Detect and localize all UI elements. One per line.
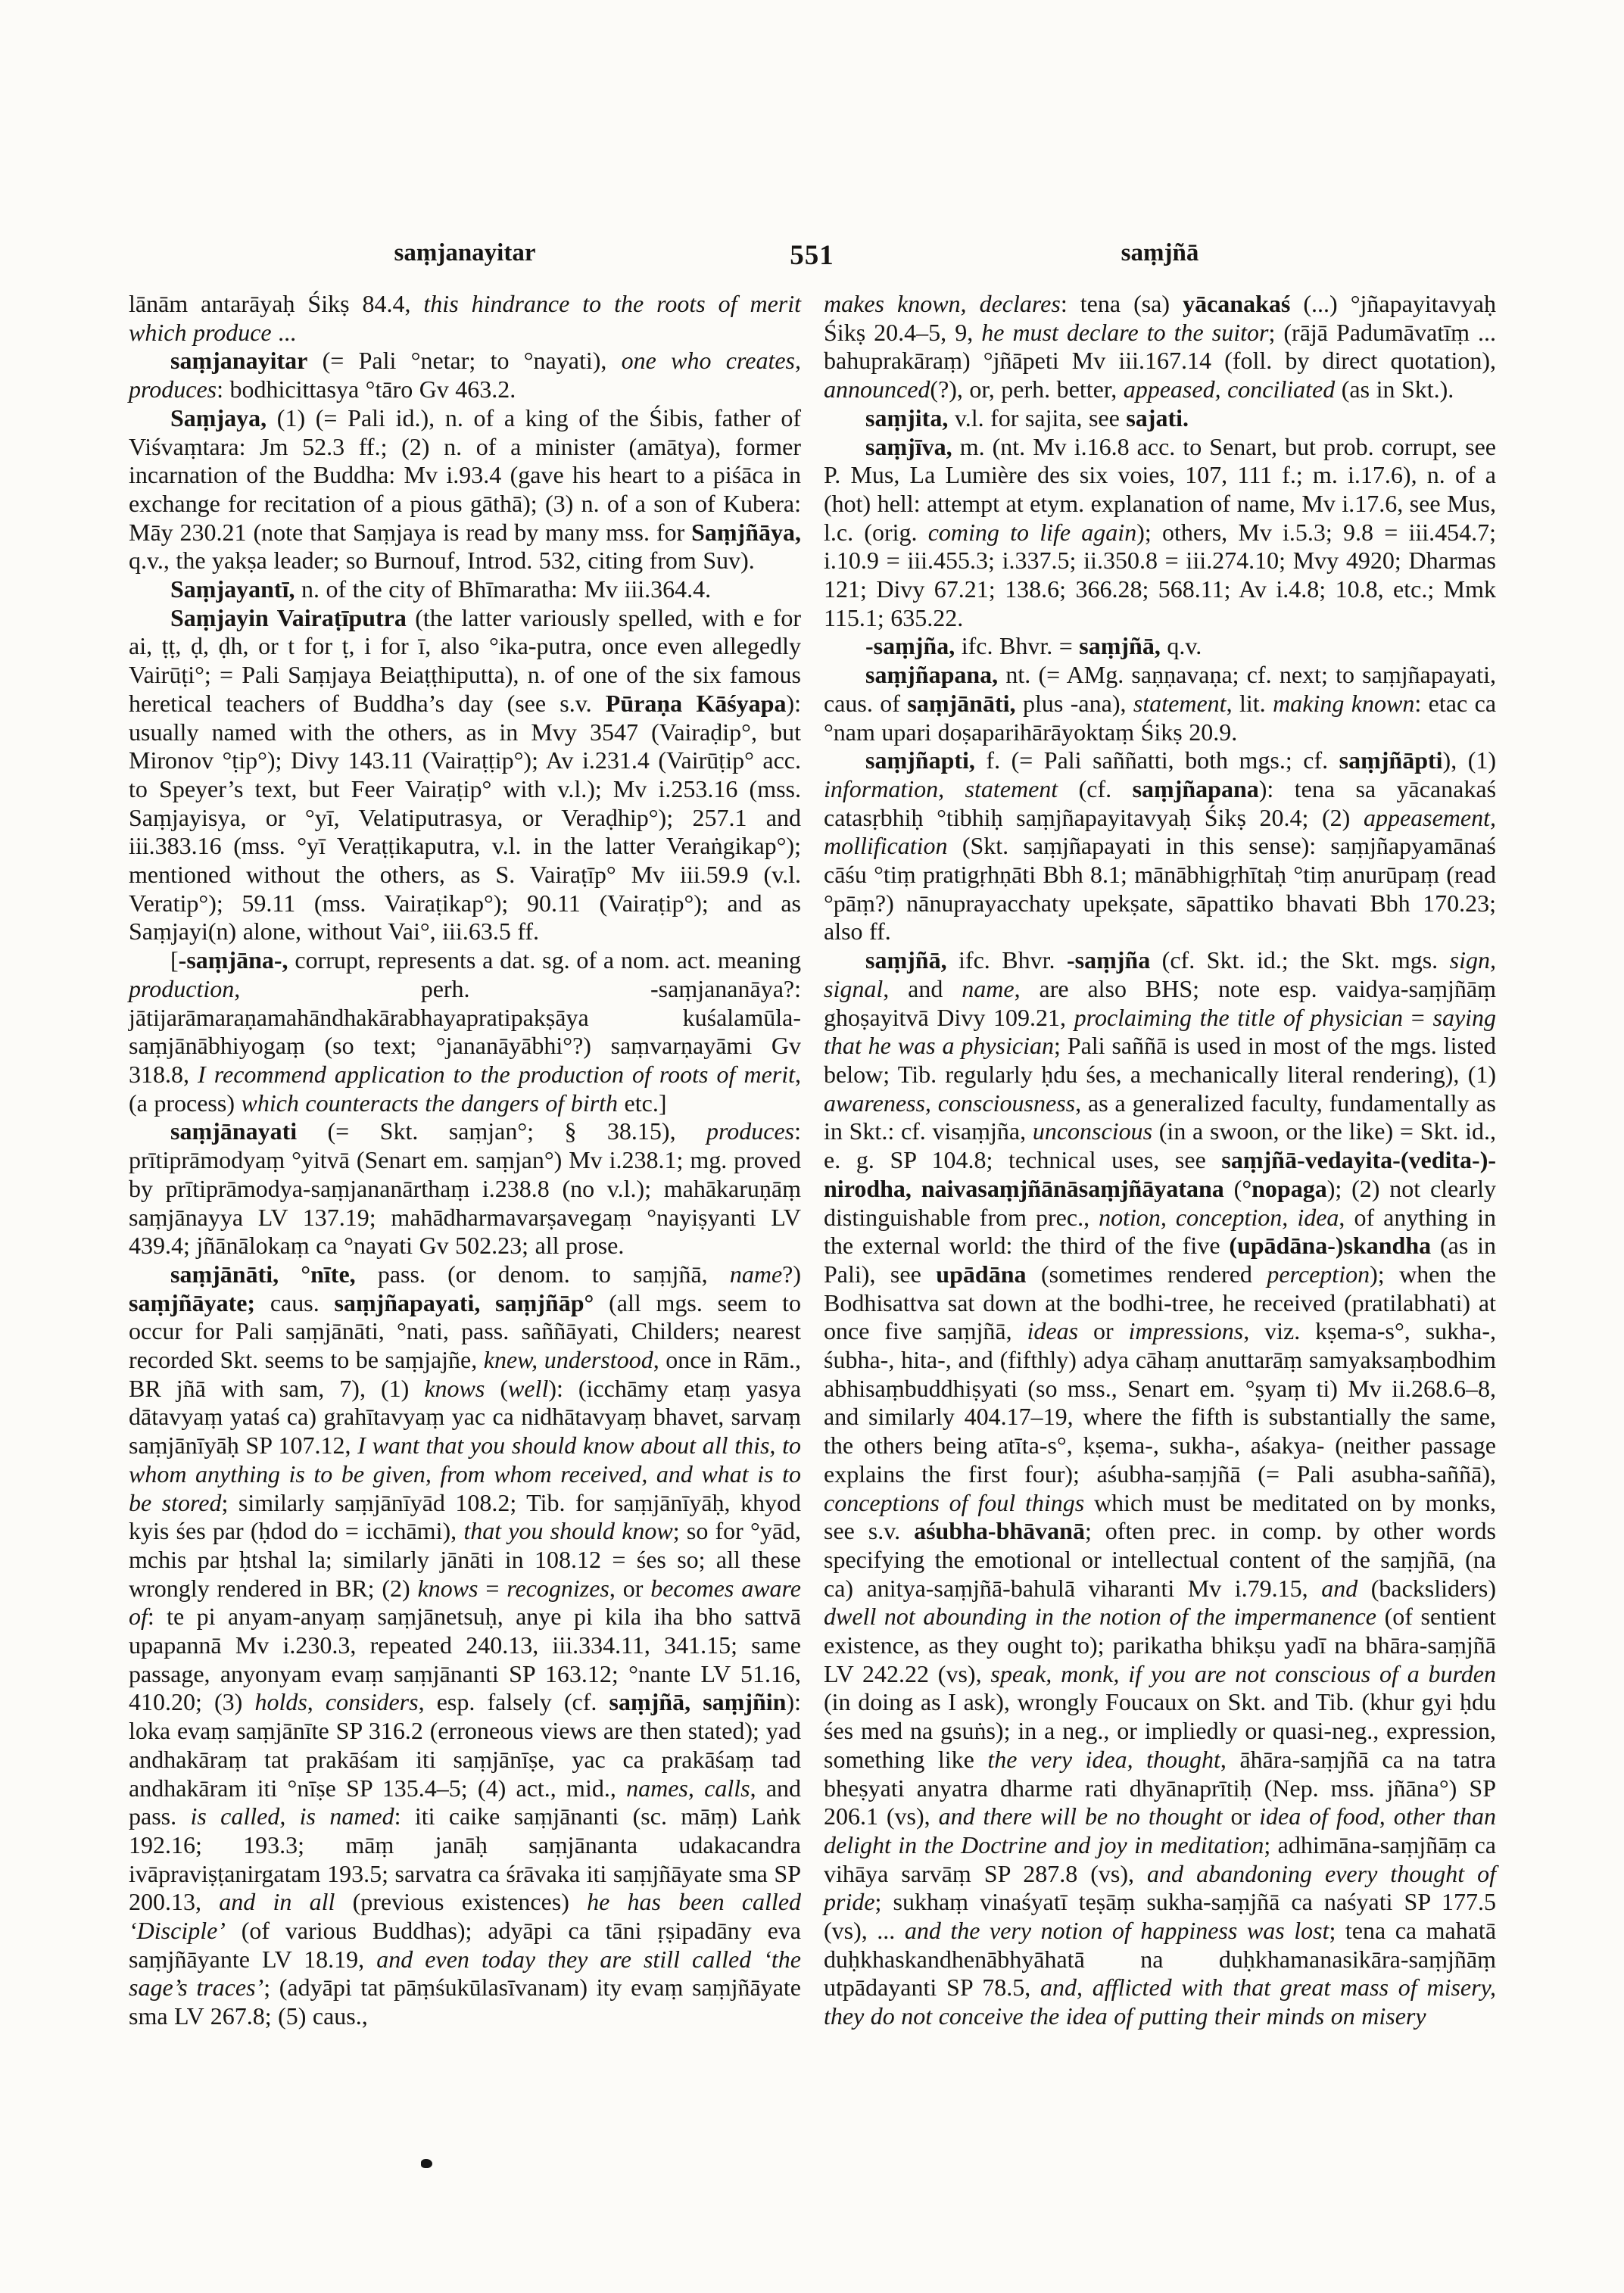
italic-text: makes known, declares [824, 290, 1061, 317]
dictionary-entry [824, 946, 1496, 2031]
plain-text: v.l. for sajita, see [948, 403, 1127, 431]
italic-text: and [1321, 1574, 1358, 1602]
plain-text: q.v., the yakṣa leader; so Burnouf, Introd. 532, citing from Suv). [129, 547, 755, 575]
plain-text: ( [1223, 1174, 1242, 1202]
italic-text: saying that he was a physician [824, 1003, 1497, 1060]
italic-text: becomes aware of [129, 1574, 801, 1631]
bold-text: saṃjñāyate; [129, 1288, 256, 1316]
plain-text: ): usually named with the others, as in Mvy 3547 (Vairaḍip°, but Mironov °ṭip°); Divy 143.11 (Vairaṭṭip°); Av i.231.4 (Vairūṭip° acc. to Speyer’s text, but Feer Vairaṭip° with v.l.); Mv i.253.16 (mss. Saṃjayisya, or °yī, Velatiputrasya, or Veraḍhip°); 257.1 and iii.383.16 (mss. °yī Veraṭṭikaputra, v.l. in the latter Veraṅgikap°); mentioned without the others, as S. Vairaṭīp° Mv iii.59.9 (v.l. Veratip°); 59.11 (mss. Vairaṭikap°); 90.11 (Vairaṭip°); and as Saṃjayi(n) alone, without Vai°, iii.63.5 ff. [129, 689, 801, 946]
plain-text: (all mgs. seem to occur for Pali saṃjānāti, °nati, pass. saññāyati, Childers; nearest recorded Skt. seems to be saṃjajñe, [129, 1288, 802, 1374]
italic-text: he has been called ‘Disciple’ [129, 1888, 802, 1945]
plain-text: (as in Pali), see [824, 1232, 1496, 1288]
plain-text: etc.] [618, 1089, 667, 1117]
bold-text: saṃjānāti, °nīte, [170, 1260, 356, 1288]
plain-text: which must be meditated on by monks, see s.v. [824, 1488, 1497, 1545]
plain-text: (in doing as I ask), wrongly Foucaux on Skt. and Tib. (khur gyi ḥdu śes med na gsuṅs); in a neg., or impliedly or quasi-neg., expression, something like [824, 1688, 1496, 1773]
bold-text: Saṃjaya, [170, 403, 267, 431]
italic-text: appeasement, mollification [824, 803, 1496, 860]
plain-text: ): loka evaṃ saṃjānīte SP 316.2 (erroneous views are then stated); yad andhakāraṃ tat prakāśam iti saṃjānīṣe, yac ca prakāśaṃ tad andhakāram iti °nīṣe SP 135.4–5; (4) act., mid., [129, 1688, 802, 1802]
italic-text: I want that you should know about all this, to whom anything is to be given, from whom received, and what is to be stored [129, 1432, 802, 1516]
plain-text: , and [883, 974, 962, 1002]
italic-text: the very idea, thought [987, 1745, 1220, 1773]
plain-text: ?) [782, 1260, 802, 1288]
italic-text: knows [417, 1574, 478, 1602]
plain-text: : bodhicittasya °tāro Gv 463.2. [217, 375, 516, 403]
plain-text: , and pass. [129, 1774, 802, 1830]
plain-text: or [1078, 1317, 1129, 1345]
italic-text: well [508, 1374, 549, 1402]
bold-text: saṃjānāti, [907, 689, 1016, 717]
italic-text: sign, signal [824, 946, 1497, 1002]
italic-text: speak, monk, if you are not conscious of a burden [990, 1659, 1497, 1687]
bold-text: saṃjita, [865, 403, 949, 431]
plain-text: or [1222, 1802, 1260, 1830]
italic-text: is called, is named [190, 1802, 394, 1830]
plain-text: , lit. [1226, 689, 1273, 717]
plain-text: ); when the Bodhisattva sat down at the bodhi-tree, he received (pratilabhati) at once five saṃjñā, [824, 1260, 1497, 1345]
plain-text: ifc. Bhvr. = [955, 632, 1080, 660]
plain-text: ... [271, 318, 297, 346]
dictionary-entry [824, 433, 1496, 633]
bold-text: saṃjñapana, [865, 661, 999, 689]
bold-text: saṃjñapana [1132, 774, 1259, 802]
plain-text: ), (1) [1442, 746, 1497, 774]
plain-text: (Skt. saṃjñapayati in this sense): saṃjñapyamānaś cāśu °tiṃ pratigṛhṇāti Bbh 8.1; mānābhigṛhītaḥ °tiṃ anurūpaṃ (read °pāṃ?) nānuprayacchaty upekṣate, sāpattiko bhavati Bbh 170.23; also ff. [824, 832, 1496, 946]
italic-text: and in all [219, 1888, 335, 1916]
italic-text: idea of food, other than delight in the Doctrine and joy in meditation [824, 1802, 1497, 1858]
dictionary-entry [129, 347, 801, 403]
plain-text: , or [609, 1574, 651, 1602]
italic-text: notion, conception, idea [1099, 1203, 1339, 1231]
dictionary-entry [824, 746, 1496, 946]
italic-text: name [729, 1260, 783, 1288]
bold-text: saṃjīva, [865, 432, 952, 460]
plain-text: caus. [255, 1288, 335, 1316]
plain-text: = [1403, 1003, 1433, 1031]
dictionary-entry [129, 1260, 801, 2031]
plain-text: ( [485, 1374, 508, 1402]
italic-text: coming to life again [927, 518, 1137, 546]
italic-text: name [962, 974, 1015, 1002]
dictionary-entry [129, 404, 801, 575]
italic-text: information, statement [824, 774, 1058, 802]
italic-text: recognizes [507, 1574, 609, 1602]
plain-text: nt. (= AMg. saṇṇavaṇa; cf. next; to saṃjñapayati, caus. of [824, 661, 1496, 717]
bold-text: saṃjñāpti [1339, 746, 1443, 774]
plain-text: (of sentient existence, as they ought to); parikatha bhikṣu yadī na bhāra-saṃjñā LV 242.22 (vs), [824, 1603, 1497, 1687]
italic-text: I recommend application to the production of roots of merit [198, 1060, 795, 1088]
plain-text: : tena (sa) [1060, 290, 1183, 317]
plain-text: (...) °jñapayitavyaḥ Śikṣ 20.4–5, 9, [824, 290, 1497, 346]
plain-text: , esp. falsely (cf. [418, 1688, 609, 1716]
italic-text: names, calls [626, 1774, 750, 1802]
plain-text: ; (rājā Padumāvatīṃ ... bahuprakāraṃ) °jñāpeti Mv iii.167.14 (foll. by direct quotation), [824, 318, 1497, 375]
plain-text: ; sukhaṃ vinaśyatī teṣāṃ sukha-saṃjñā ca naśyati SP 177.5 (vs), ... [824, 1888, 1496, 1945]
bold-text: saṃjñapayati, saṃjñāp° [334, 1288, 594, 1316]
bold-text: aśubha-bhāvanā [914, 1517, 1085, 1545]
plain-text: , āhāra-saṃjñā ca na tatra bheṣyati anyatra dharme rati dhyānaprītiḥ (Nep. mss. jñāna°) SP 206.1 (vs), [824, 1745, 1496, 1830]
plain-text: : etac ca °nam upari doṣaparihārāyoktaṃ Śikṣ 20.9. [824, 689, 1497, 746]
plain-text: ; adhimāna-saṃjñāṃ ca vihāya sarvāṃ SP 287.8 (vs), [824, 1830, 1496, 1887]
plain-text: (in a swoon, or the like) = Skt. id., e. g. SP 104.8; technical uses, see [824, 1117, 1497, 1174]
italic-text: making known [1273, 689, 1415, 717]
italic-text: conceptions of foul things [824, 1488, 1085, 1516]
bold-text: -saṃjña, [865, 632, 955, 660]
dictionary-entry [824, 632, 1496, 661]
dictionary-entry [129, 946, 801, 1117]
right-column [824, 290, 1496, 2031]
italic-text: considers [325, 1688, 419, 1716]
plain-text: (1) (= Pali id.), n. of a king of the Śibis, father of Viśvaṃtara: Jm 52.3 ff.; (2) n. of a minister (amātya), former incarnation of the Buddha: Mv i.93.4 (gave his heart to a piśāca in exchange for recitation of a pious gāthā); (3) n. of a son of Kubera: Māy 230.21 (note that Saṃjaya is read by many mss. for [129, 403, 801, 546]
plain-text: , perh. -saṃjananāya?: jātijarāmaraṇamahāndhakārabhayapratipakṣāya kuśalamūla-saṃjānābhiyogaṃ (so text; °jananāyābhi°?) saṃvarṇayāmi Gv 318.8, [129, 974, 801, 1088]
plain-text: ; often prec. in comp. by other words specifying the emotional or intellectual content of the saṃjñā, (na ca) anitya-saṃjñā-bahulā viharanti Mv i.79.15, [824, 1517, 1497, 1602]
bold-text: Saṃjayin Vairaṭīputra [170, 603, 407, 631]
italic-text: and the very notion of happiness was lost [904, 1917, 1329, 1945]
plain-text: (previous existences) [335, 1888, 588, 1916]
plain-text: ; (adyāpi tat pāṃśukūlasīvanam) ity evaṃ saṃjñāyate sma LV 267.8; (5) caus., [129, 1974, 802, 2030]
italic-text: appeased, conciliated [1123, 375, 1336, 403]
plain-text: corrupt, represents a dat. sg. of a nom. act. meaning [288, 946, 801, 974]
plain-text: q.v. [1160, 632, 1202, 660]
ink-blot [421, 2159, 432, 2168]
plain-text: lānām antarāyaḥ Śikṣ 84.4, [129, 290, 424, 317]
italic-text: that you should know [463, 1517, 673, 1545]
plain-text: ); (2) not clearly distinguishable from prec., [824, 1174, 1497, 1231]
italic-text: proclaiming the title of physician [1074, 1003, 1404, 1031]
bold-text: -saṃjña [1066, 946, 1151, 974]
dictionary-entry [129, 1117, 801, 1260]
plain-text: ): (icchāmy etaṃ yasya dātavyaṃ yataś ca) grahītavyaṃ yac ca nidhātavyaṃ bhavet, sarvaṃ saṃjānīyāḥ SP 107.12, [129, 1374, 802, 1460]
dictionary-entry [129, 604, 801, 946]
plain-text: (= Skt. saṃjan°; § 38.15), [297, 1117, 706, 1145]
italic-text: and, afflicted with that great mass of misery, they do not conceive the idea of putting their minds on misery [824, 1974, 1497, 2030]
dictionary-entry [129, 290, 801, 347]
italic-text: impressions [1128, 1317, 1244, 1345]
bold-text: saṃjñā, [1079, 632, 1161, 660]
plain-text: , as a generalized faculty, fundamentally as in Skt.: cf. visaṃjña, [824, 1089, 1497, 1145]
italic-text: this hindrance to the roots of merit which produce [129, 290, 801, 346]
plain-text: ; tena ca mahatā duḥkhaskandhenābhyāhatā na duḥkhamanasikāra-saṃjñāṃ utpādayanti SP 78.5, [824, 1917, 1497, 2002]
plain-text: , of anything in the external world: the third of the five [824, 1203, 1497, 1260]
running-head-right-headword: saṃjñā [1121, 239, 1199, 266]
bold-text: °nopaga [1242, 1174, 1327, 1202]
plain-text: : iti caike saṃjānanti (sc. māṃ) Laṅk 192.16; 193.3; māṃ janāḥ saṃjānanta udakacandra ivāpraviṣṭanirgatam 193.5; sarvatra ca śrāvaka iti saṃjñāyate sma SP 200.13, [129, 1802, 802, 1916]
italic-text: and there will be no thought [938, 1802, 1223, 1830]
plain-text: = [478, 1574, 507, 1602]
italic-text: he must declare to the suitor [981, 318, 1269, 346]
italic-text: production [129, 974, 235, 1002]
dictionary-entry [824, 290, 1496, 404]
plain-text: , (a process) [129, 1060, 801, 1117]
plain-text: (cf. [1058, 774, 1133, 802]
page-number: 551 [790, 240, 834, 271]
plain-text: (as in Skt.). [1335, 375, 1454, 403]
bold-text: saṃjanayitar [170, 347, 308, 375]
plain-text: : te pi anyam-anyaṃ saṃjānetsuḥ, anye pi kila iha bho sattvā upapannā Mv i.230.3, repeated 240.13, iii.334.11, 341.15; same passage, anyonyam evaṃ saṃjānanti SP 163.12; °nante LV 51.16, 410.20; (3) [129, 1603, 801, 1716]
plain-text: [ [170, 946, 179, 974]
bold-text: sajati. [1126, 403, 1189, 431]
plain-text: f. (= Pali saññatti, both mgs.; cf. [974, 746, 1339, 774]
plain-text: , viz. kṣema-s°, sukha-, śubha-, hita-, and (fifthly) adya cāhaṃ anuttarāṃ samyaksaṃbodhim abhisaṃbuddhiṣyati (so mss., Senart em. °ṣyaṃ ti) Mv ii.268.6–8, and similarly 404.17–19, where the fifth is substantially the same, the others being atīta-s°, kṣema-, sukha-, aśakya- (neither passage explains the first four); aśubha-saṃjñā (= Pali asubha-saññā), [824, 1317, 1497, 1488]
bold-text: saṃjānayati [170, 1117, 298, 1145]
dictionary-entry [824, 661, 1496, 746]
plain-text: : prītiprāmodyaṃ °yitvā (Senart em. saṃjan°) Mv i.238.1; mg. proved by prītiprāmodya-saṃjananārthaṃ i.238.8 (no v.l.); mahākaruṇāṃ saṃjānayya LV 137.19; mahādharmavarṣavegaṃ °nayiṣyanti LV 439.4; jñānālokaṃ ca °nayati Gv 502.23; all prose. [129, 1117, 801, 1260]
italic-text: awareness, consciousness [824, 1089, 1076, 1117]
italic-text: one who creates, produces [129, 347, 802, 403]
italic-text: knew, understood [483, 1346, 653, 1374]
plain-text: plus -ana), [1015, 689, 1133, 717]
plain-text: (cf. Skt. id.; the Skt. mgs. [1150, 946, 1450, 974]
italic-text: statement [1133, 689, 1227, 717]
bold-text: Saṃjayantī, [170, 575, 295, 603]
plain-text: ifc. Bhvr. [946, 946, 1067, 974]
italic-text: which counteracts the dangers of birth [241, 1089, 619, 1117]
italic-text: and abandoning every thought of pride [824, 1859, 1497, 1916]
dictionary-entry [824, 404, 1496, 433]
bold-text: yācanakaś [1183, 290, 1291, 317]
plain-text: m. (nt. Mv i.16.8 acc. to Senart, but prob. corrupt, see P. Mus, La Lumière des six voies, 107, 111 f.; m. i.17.6), n. of a (hot) hell: attempt at etym. explanation of name, Mv i.17.6, see Mus, l.c. (orig. [824, 432, 1496, 546]
plain-text: (sometimes rendered [1026, 1260, 1267, 1288]
plain-text: , [307, 1688, 326, 1716]
plain-text: (the latter variously spelled, with e for ai, ṭṭ, ḍ, ḍh, or t for ṭ, i for ī, also °ika-putra, once even allegedly Vairūṭi°; = Pali Saṃjaya Beiaṭṭhiputta), n. of one of the six famous heretical teachers of Buddha’s day (see s.v. [129, 603, 802, 717]
italic-text: announced [824, 375, 930, 403]
bold-text: (upādāna-)skandha [1229, 1232, 1432, 1260]
plain-text: ; so for °yād, mchis par ḥtshal la; similarly jānāti in 108.12 = śes so; all these wrongly rendered in BR; (2) [129, 1517, 802, 1602]
bold-text: upādāna [936, 1260, 1027, 1288]
plain-text: ); others, Mv i.5.3; 9.8 = iii.454.7; i.10.9 = iii.455.3; i.337.5; ii.350.8 = iii.274.10; Mvy 4920; Dharmas 121; Divy 67.21; 138.6; 366.28; 568.11; Av i.4.8; 10.8, etc.; Mmk 115.1; 635.22. [824, 518, 1497, 631]
plain-text: ; Pali saññā is used in most of the mgs. listed below; Tib. regularly ḥdu śes, a mechanically literal rendering), (1) [824, 1032, 1497, 1088]
bold-text: Saṃjñāya, [691, 518, 801, 546]
italic-text: dwell not abounding in the notion of the impermanence [824, 1603, 1376, 1631]
bold-text: saṃjñā-vedayita-(vedita-)-nirodha, naivasaṃjñānāsaṃjñāyatana [824, 1146, 1496, 1202]
italic-text: produces [706, 1117, 795, 1145]
plain-text: pass. (or denom. to saṃjñā, [355, 1260, 730, 1288]
italic-text: and even today they are still called ‘the sage’s traces’ [129, 1945, 802, 2002]
plain-text: (of various Buddhas); adyāpi ca tāni ṛṣipadāny eva saṃjñāyante LV 18.19, [129, 1917, 801, 1973]
italic-text: holds [254, 1688, 307, 1716]
plain-text: , are also BHS; note esp. vaidya-saṃjñāṃ ghoṣayitvā Divy 109.21, [824, 974, 1497, 1031]
plain-text: (?), or, perh. better, [930, 375, 1124, 403]
running-head-left-headword: saṃjanayitar [394, 239, 536, 266]
left-column [129, 290, 801, 2031]
bold-text: saṃjñapti, [865, 746, 975, 774]
plain-text: ): tena sa yācanakaś catasṛbhiḥ °tibhiḥ saṃjñapayitavyaḥ Śikṣ 20.4; (2) [824, 774, 1497, 831]
bold-text: Pūraṇa Kāśyapa [605, 689, 787, 717]
plain-text: n. of the city of Bhīmaratha: Mv iii.364.4. [295, 575, 712, 603]
bold-text: saṃjñā, [865, 946, 947, 974]
italic-text: knows [424, 1374, 485, 1402]
italic-text: ideas [1027, 1317, 1079, 1345]
plain-text: , once in Rām., BR jñā with sam, 7), (1) [129, 1346, 802, 1402]
bold-text: saṃjñā, saṃjñin [609, 1688, 787, 1716]
italic-text: unconscious [1032, 1117, 1153, 1145]
plain-text: ; similarly saṃjānīyād 108.2; Tib. for saṃjānīyāḥ, khyod kyis śes par (ḥdod do = icchāmi), [129, 1488, 802, 1545]
plain-text: (backsliders) [1357, 1574, 1497, 1602]
bold-text: -saṃjāna-, [178, 946, 288, 974]
dictionary-entry [129, 575, 801, 604]
plain-text: (= Pali °netar; to °nayati), [307, 347, 622, 375]
italic-text: perception [1267, 1260, 1370, 1288]
